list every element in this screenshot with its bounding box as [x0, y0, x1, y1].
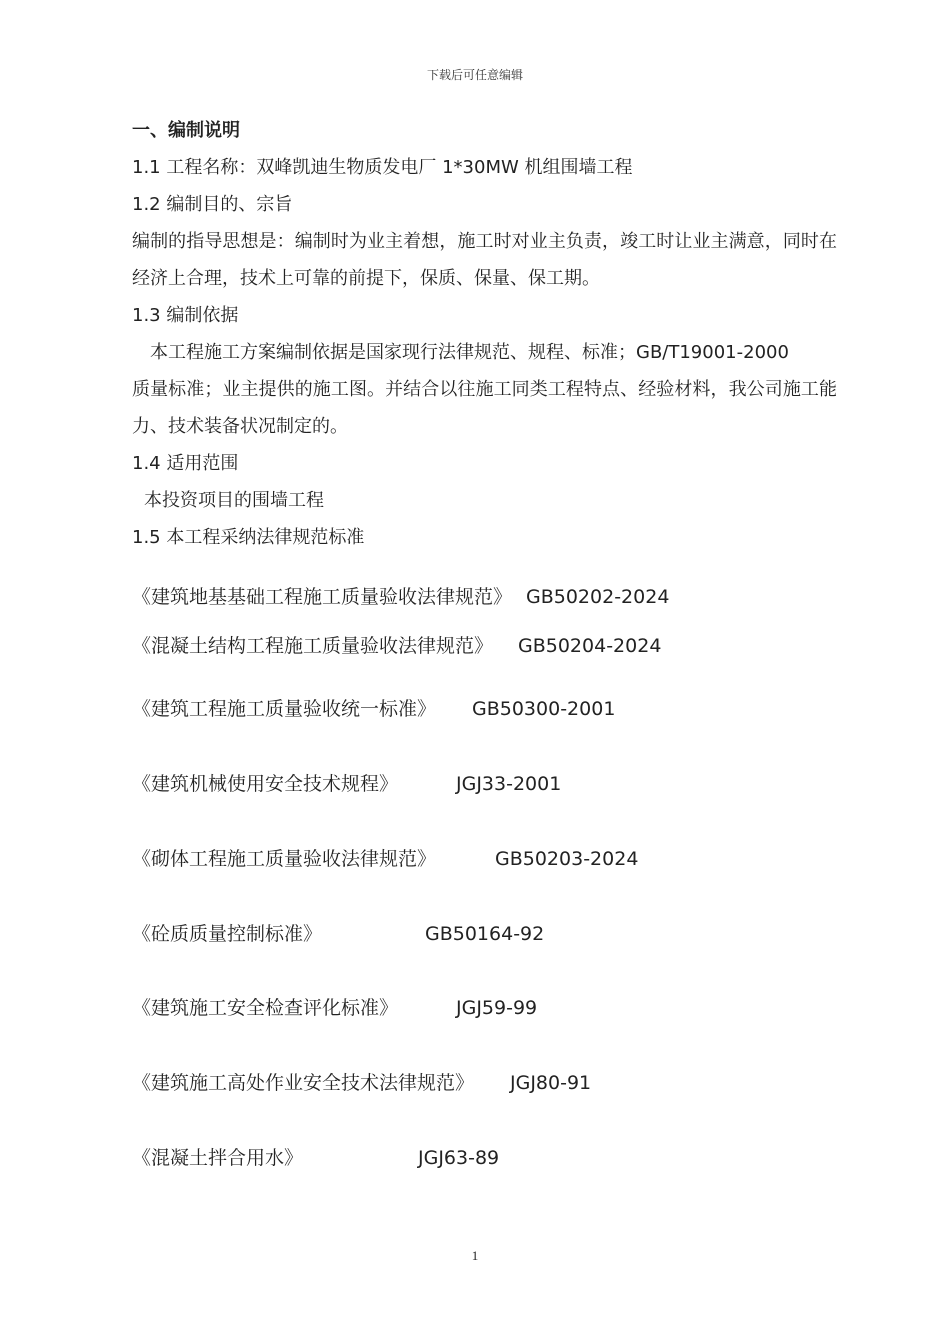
standard-code: JGJ80-91 [510, 1072, 592, 1094]
standard-row [132, 1069, 592, 1097]
document-body [132, 112, 837, 556]
standard-row [132, 695, 616, 723]
standard-code: GB50204-2024 [518, 635, 662, 657]
item-1-3-text: 编制依据 [160, 305, 239, 326]
item-1-3-body-code: GB/T19001-2000 [636, 342, 789, 363]
standard-name: 《建筑地基基础工程施工质量验收法律规范》 [132, 586, 513, 608]
standard-name: 《砼质质量控制标准》 [132, 923, 323, 945]
item-1-4-text: 适用范围 [160, 453, 239, 474]
standard-row [132, 770, 562, 798]
item-1-2-number: 1.2 [132, 194, 161, 215]
item-1-2-text: 编制目的、宗旨 [160, 194, 293, 215]
item-1-1-number: 1.1 [132, 157, 161, 178]
item-1-4-number: 1.4 [132, 453, 161, 474]
standard-name: 《建筑工程施工质量验收统一标准》 [132, 698, 437, 720]
item-1-1 [132, 149, 837, 186]
item-1-3-body-cont: 质量标准；业主提供的施工图。并结合以往施工同类工程特点、经验材料，我公司施工能力、技术装备状况制定的。 [132, 379, 837, 437]
standard-code: GB50164-92 [425, 923, 545, 945]
item-1-1-tail: 机组围墙工程 [518, 157, 633, 178]
item-1-3-number: 1.3 [132, 305, 161, 326]
item-1-3-body [132, 334, 837, 371]
standard-row [132, 632, 662, 660]
section-title: 一、编制说明 [132, 120, 240, 141]
item-1-5-number: 1.5 [132, 527, 161, 548]
standard-code: GB50202-2024 [526, 586, 670, 608]
standard-code: GB50203-2024 [495, 848, 639, 870]
standard-code: JGJ33-2001 [456, 773, 562, 795]
item-1-3-body-a: 本工程施工方案编制依据是国家现行法律规范、规程、标准； [150, 342, 636, 363]
standard-code: JGJ59-99 [456, 997, 538, 1019]
standard-name: 《混凝土拌合用水》 [132, 1147, 304, 1169]
standard-name: 《混凝土结构工程施工质量验收法律规范》 [132, 635, 494, 657]
item-1-1-text: 工程名称：双峰凯迪生物质发电厂 [160, 157, 443, 178]
standard-row [132, 583, 670, 611]
item-1-2-body: 编制的指导思想是：编制时为业主着想，施工时对业主负责，竣工时让业主满意，同时在经济上合理，技术上可靠的前提下，保质、保量、保工期。 [132, 231, 837, 289]
item-1-5-text: 本工程采纳法律规范标准 [160, 527, 365, 548]
standard-name: 《建筑机械使用安全技术规程》 [132, 773, 399, 795]
standard-name: 《建筑施工高处作业安全技术法律规范》 [132, 1072, 475, 1094]
standard-row [132, 845, 639, 873]
item-1-2 [132, 186, 837, 223]
page-header: 下载后可任意编辑 [426, 68, 523, 82]
page-number: 1 [471, 1248, 479, 1263]
item-1-3 [132, 297, 837, 334]
item-1-4-body: 本投资项目的围墙工程 [144, 490, 324, 511]
standard-name: 《建筑施工安全检查评化标准》 [132, 997, 399, 1019]
item-1-1-capacity: 1*30MW [442, 157, 519, 178]
standard-row [132, 1144, 500, 1172]
standard-code: GB50300-2001 [472, 698, 616, 720]
item-1-4 [132, 445, 837, 482]
item-1-5 [132, 519, 837, 556]
standard-name: 《砌体工程施工质量验收法律规范》 [132, 848, 437, 870]
standard-row [132, 920, 545, 948]
standard-row [132, 994, 538, 1022]
standard-code: JGJ63-89 [418, 1147, 500, 1169]
